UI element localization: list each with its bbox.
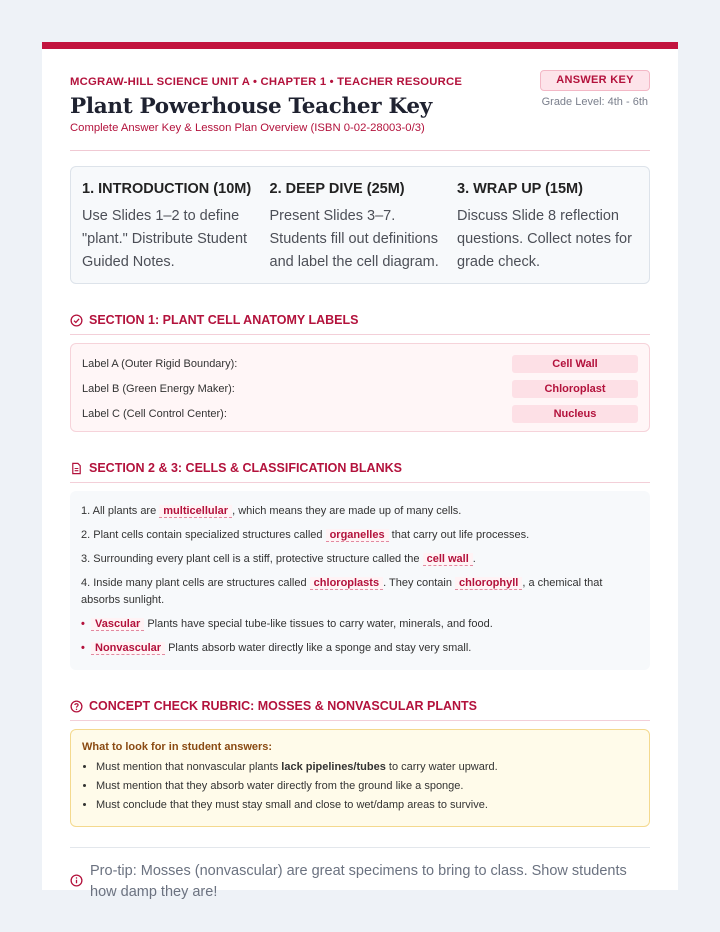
grade-level: Grade Level: 4th - 6th: [541, 96, 648, 108]
section-title: SECTION 1: PLANT CELL ANATOMY LABELS: [89, 313, 359, 327]
rubric-item: • Must conclude that they must stay small and close to wet/damp areas to survive.: [96, 796, 638, 815]
bullet-vascular: [81, 616, 639, 633]
plan-wrap-up: [457, 181, 645, 283]
eyebrow-text: MCGRAW-HILL SCIENCE UNIT A • CHAPTER 1 • TEACHER RESOURCE: [70, 76, 463, 88]
answer-key-badge: ANSWER KEY: [540, 70, 650, 91]
label-row: [82, 401, 638, 426]
question-text: , which means they are made up of many cells.: [232, 505, 462, 517]
document-icon: [70, 462, 83, 475]
help-circle-icon: [70, 700, 83, 713]
plan-text: Use Slides 1–2 to define "plant." Distribute Student Guided Notes.: [82, 208, 248, 270]
question-text: 1. All plants are: [81, 505, 157, 517]
section-title: CONCEPT CHECK RUBRIC: MOSSES & NONVASCULAR PLANTS: [89, 699, 477, 713]
label-question: Label A (Outer Rigid Boundary):: [82, 357, 238, 370]
blank-answer: organelles: [326, 529, 389, 542]
info-circle-icon: [70, 874, 83, 887]
tip-text: Pro-tip: Mosses (nonvascular) are great specimens to bring to class. Show students how damp they are!: [90, 863, 627, 900]
question-text: 2. Plant cells contain specialized structures called: [81, 529, 323, 541]
label-question: Label C (Cell Control Center):: [82, 407, 227, 420]
question-text: that carry out life processes.: [391, 529, 530, 541]
label-answer: Nucleus: [512, 405, 638, 423]
blank-question-2: [81, 527, 639, 544]
blank-answer: Nonvascular: [91, 642, 165, 655]
plan-deep-dive: [270, 181, 458, 283]
section-title: SECTION 2 & 3: CELLS & CLASSIFICATION BLANKS: [89, 461, 402, 475]
rubric-text: Must mention that nonvascular plants: [96, 761, 279, 773]
label-row: [82, 376, 638, 401]
blank-answer: Vascular: [91, 618, 144, 631]
fill-in-blanks-box: [70, 491, 650, 670]
plan-text: Discuss Slide 8 reflection questions. Collect notes for grade check.: [457, 208, 632, 270]
blank-answer: cell wall: [423, 553, 473, 566]
rubric-item: • Must mention that they absorb water directly from the ground like a sponge.: [96, 777, 638, 796]
bullet-icon: •: [81, 618, 85, 630]
lesson-plan-box: [70, 166, 650, 284]
anatomy-labels-box: [70, 343, 650, 432]
section-1-heading: [70, 306, 650, 335]
plan-heading: 3. WRAP UP (15M): [457, 181, 583, 197]
plan-text: Present Slides 3–7. Students fill out definitions and label the cell diagram.: [269, 208, 439, 270]
pro-tip: [70, 847, 650, 903]
label-question: Label B (Green Energy Maker):: [82, 382, 235, 395]
blank-question-1: [81, 503, 639, 520]
bullet-nonvascular: [81, 640, 639, 657]
label-row: [82, 351, 638, 376]
question-text: 4. Inside many plant cells are structures called: [81, 577, 307, 589]
bullet-icon: •: [81, 642, 85, 654]
bullet-text: Plants absorb water directly like a sponge and stay very small.: [168, 642, 472, 654]
blank-answer: chloroplasts: [310, 577, 383, 590]
bullet-text: Plants have special tube-like tissues to carry water, minerals, and food.: [147, 618, 493, 630]
teacher-key-page: [42, 42, 678, 900]
question-text: , a chemical that absorbs sunlight.: [81, 577, 603, 606]
label-answer: Cell Wall: [512, 355, 638, 373]
check-circle-icon: [70, 314, 83, 327]
rubric-text: to carry water upward.: [388, 761, 498, 773]
rubric-subheading: What to look for in student answers:: [82, 741, 273, 753]
rubric-item: [96, 758, 638, 777]
plan-heading: 2. DEEP DIVE (25M): [269, 181, 405, 197]
plan-introduction: [82, 181, 270, 283]
question-text: .: [472, 553, 476, 565]
blank-question-4: [81, 575, 639, 609]
label-answer: Chloroplast: [512, 380, 638, 398]
page-header: [70, 49, 650, 151]
rubric-heading: [70, 692, 650, 721]
rubric-box: [70, 729, 650, 827]
page-subtitle: Complete Answer Key & Lesson Plan Overview (ISBN 0-02-28003-0/3): [70, 122, 425, 134]
rubric-emphasis: lack pipelines/tubes: [281, 761, 386, 773]
section-2-heading: [70, 454, 650, 483]
page-title: Plant Powerhouse Teacher Key: [70, 94, 432, 119]
blank-question-3: [81, 551, 639, 568]
plan-heading: 1. INTRODUCTION (10M): [82, 181, 252, 197]
question-text: . They contain: [383, 577, 452, 589]
blank-answer: multicellular: [159, 505, 232, 518]
blank-answer: chlorophyll: [455, 577, 522, 590]
question-text: 3. Surrounding every plant cell is a stiff, protective structure called the: [81, 553, 420, 565]
